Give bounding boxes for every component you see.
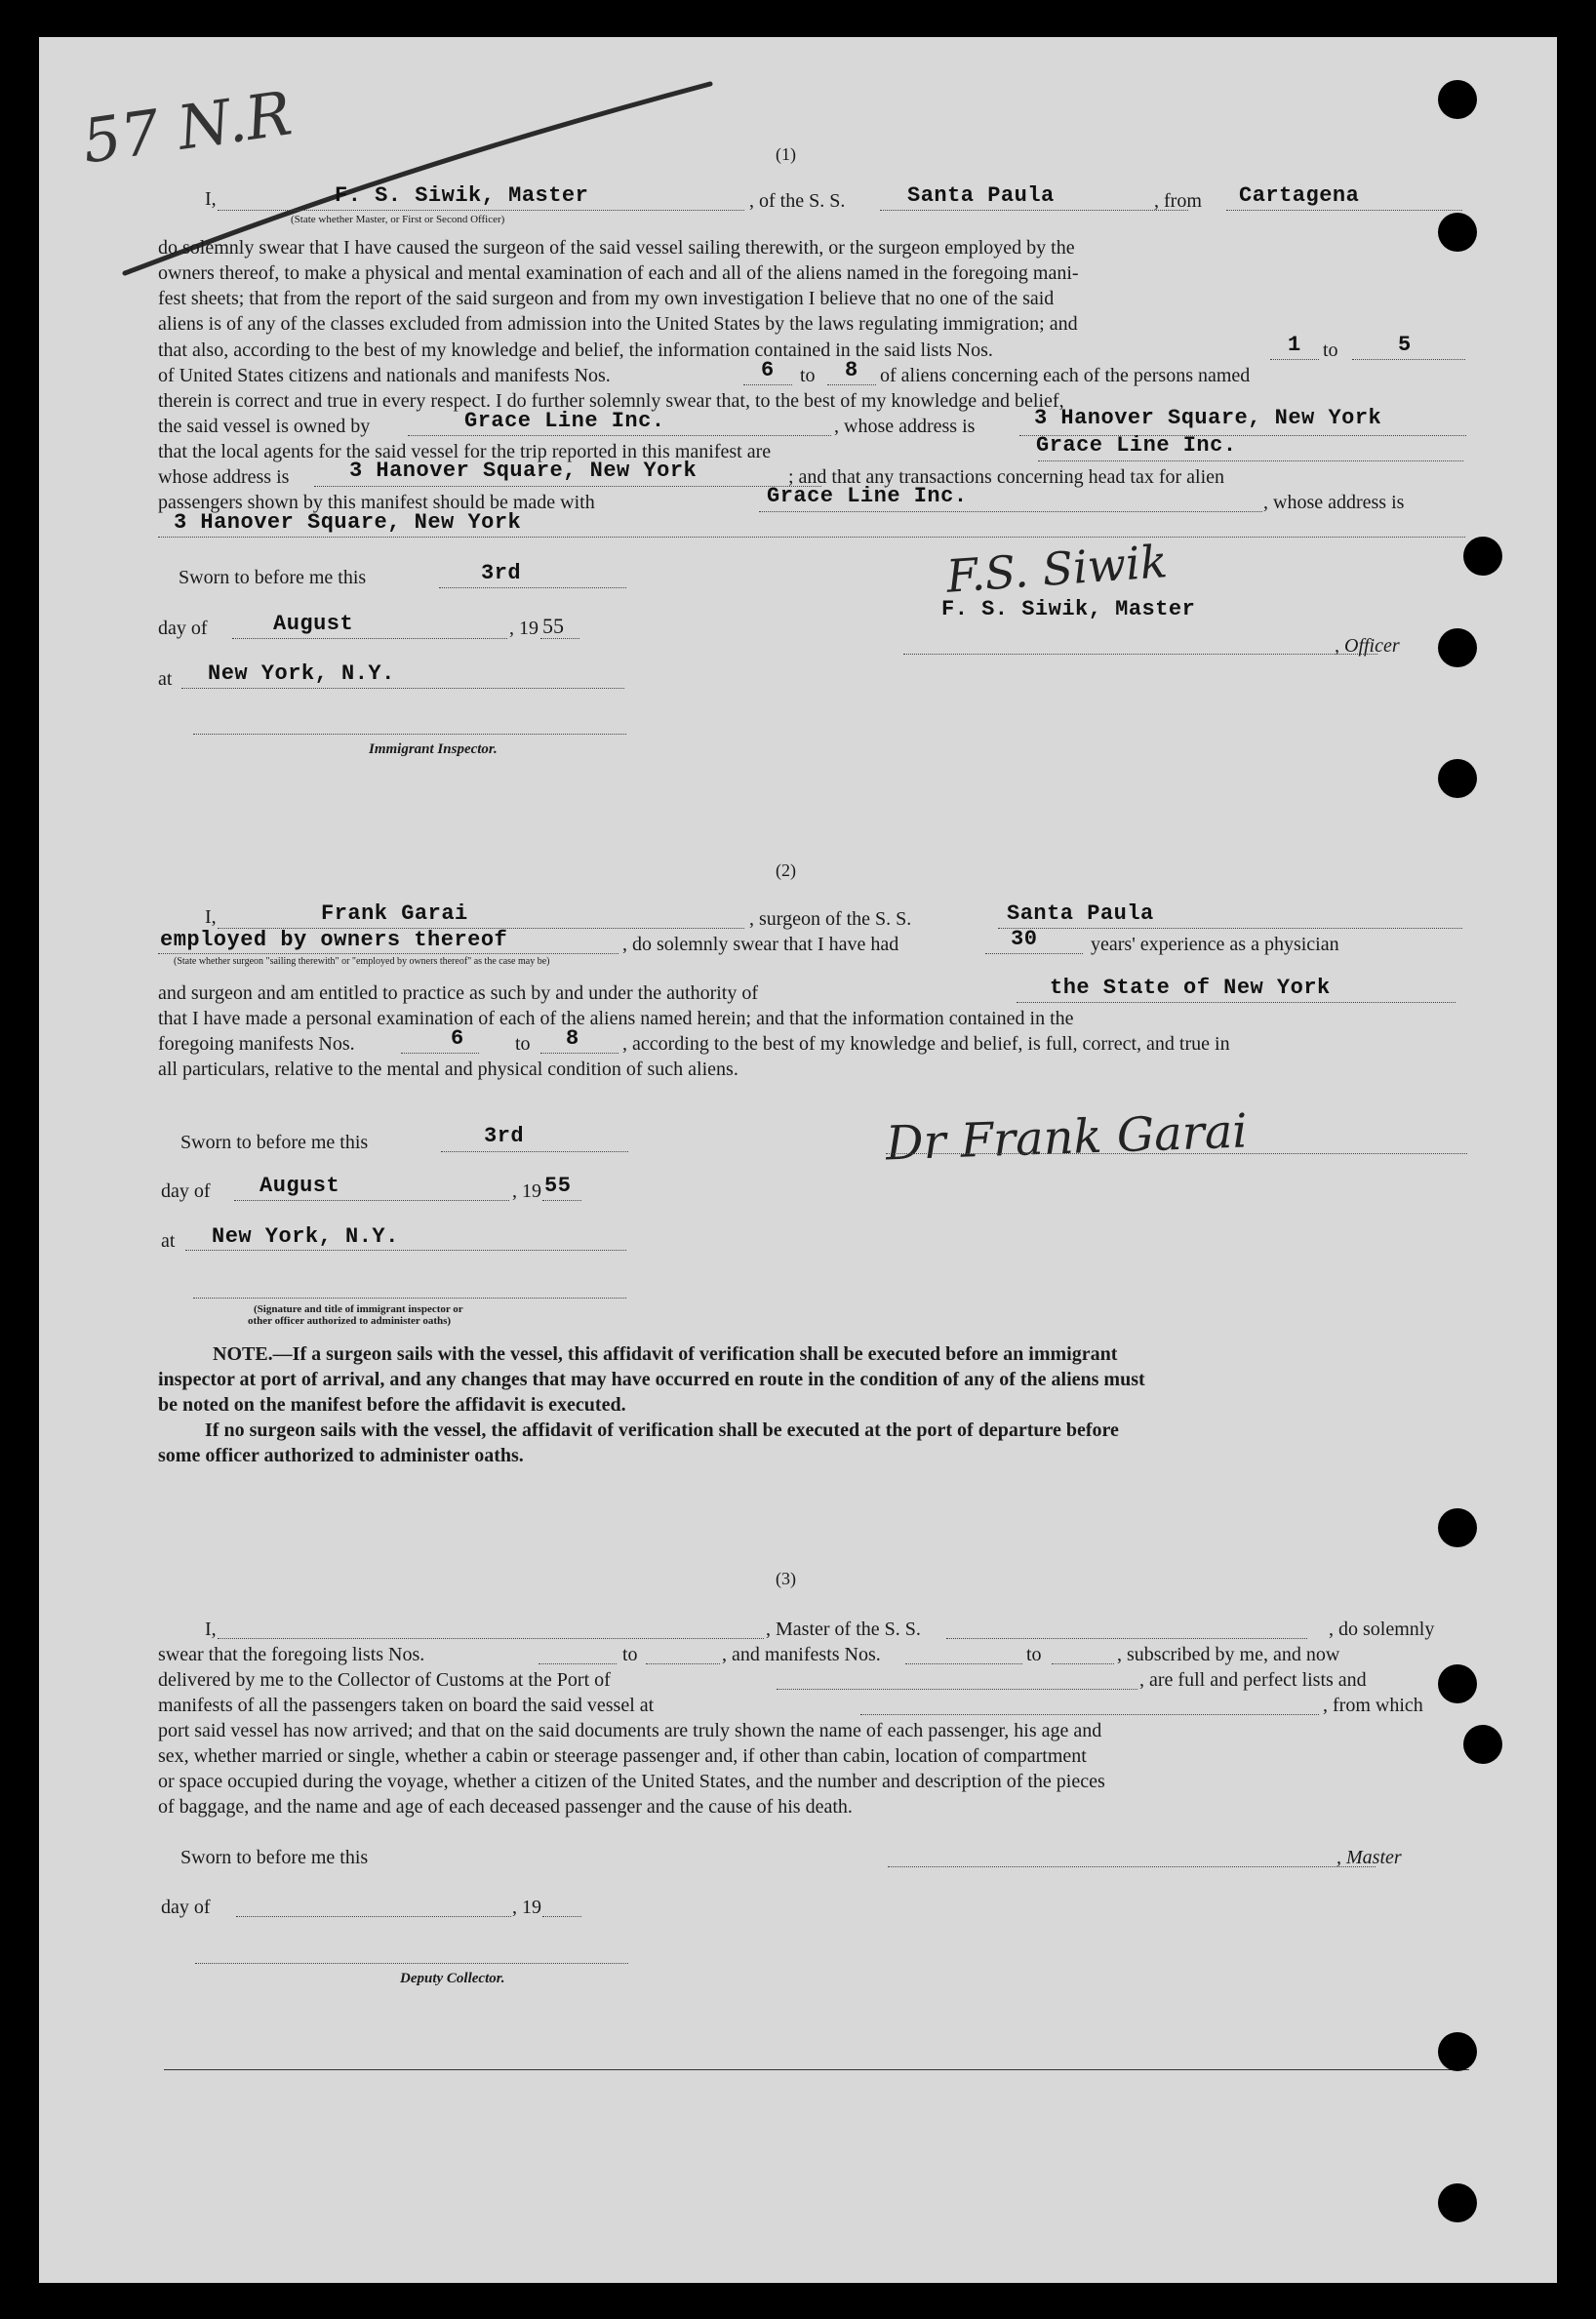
s1-year-suffix: 55 [542, 614, 564, 638]
punch-hole [1438, 2032, 1477, 2071]
s2-year-prefix: , 19 [512, 1180, 541, 1202]
s2-employment-line [158, 953, 618, 954]
s2-month-line [234, 1200, 509, 1201]
punch-hole [1438, 759, 1477, 798]
s2-man-from: 6 [451, 1026, 464, 1051]
bottom-rule [164, 2069, 1469, 2070]
s2-line-2a: , do solemnly swear that I have had [622, 934, 899, 955]
s2-years-line [985, 953, 1083, 954]
s3-body-line-2: sex, whether married or single, whether a cabin or steerage passenger and, if other than cabin, location of compartment [158, 1745, 1087, 1767]
section-3-heading: (3) [776, 1569, 796, 1588]
s2-line-5: foregoing manifests Nos. [158, 1033, 355, 1055]
s1-line-11: passengers shown by this manifest should be made with [158, 492, 595, 513]
s2-authority-line [1017, 1002, 1456, 1003]
corner-note: 57 N.R [77, 77, 297, 178]
s3-line-2c: , subscribed by me, and now [1117, 1644, 1340, 1665]
s3-body-line-3: or space occupied during the voyage, whether a citizen of the United States, and the number and description of the pieces [158, 1771, 1105, 1792]
s2-man-to-line [540, 1053, 618, 1054]
s1-master-name: F. S. Siwik, Master [335, 183, 589, 208]
s3-line-3a: delivered by me to the Collector of Customs at the Port of [158, 1669, 611, 1691]
s1-headtax-address: 3 Hanover Square, New York [174, 510, 522, 535]
s2-to: to [515, 1033, 531, 1055]
s2-sworn-day-line [441, 1151, 628, 1152]
punch-hole [1438, 80, 1477, 119]
s1-vessel: Santa Paula [907, 183, 1055, 208]
s3-line-2b: , and manifests Nos. [722, 1644, 881, 1665]
s2-note-line-1: NOTE.—If a surgeon sails with the vessel, this affidavit of verification shall be executed before an immigrant [213, 1343, 1118, 1365]
punch-hole [1438, 213, 1477, 252]
s1-officer-label: , Officer [1335, 635, 1400, 657]
s2-place: New York, N.Y. [212, 1224, 399, 1249]
s1-headtax-address-line [158, 537, 1465, 538]
s2-authority: the State of New York [1050, 976, 1331, 1000]
s1-man-from-line [743, 384, 792, 385]
s2-line-2b: years' experience as a physician [1091, 934, 1339, 955]
s3-to-2: to [1026, 1644, 1042, 1665]
s1-month: August [273, 612, 354, 636]
s1-at-label: at [158, 668, 173, 690]
s1-place-line [181, 688, 624, 689]
s1-to-1: to [1323, 340, 1338, 361]
s1-month-line [232, 638, 507, 639]
s2-place-line [185, 1250, 626, 1251]
s1-vessel-line [880, 210, 1188, 211]
form-page [39, 37, 1557, 2283]
s3-do-solemnly: , do solemnly [1329, 1619, 1435, 1640]
s1-line-8: the said vessel is owned by [158, 416, 371, 437]
s1-line-9: that the local agents for the said vessel for the trip reported in this manifest are [158, 441, 772, 462]
s2-man-from-line [401, 1053, 479, 1054]
s2-surgeon-of: , surgeon of the S. S. [749, 908, 912, 930]
s3-master-label: , Master [1337, 1847, 1402, 1868]
s1-headtax-line [759, 511, 1262, 512]
s3-name-line [218, 1638, 764, 1639]
s1-owner-line [408, 435, 831, 436]
s1-typed-signature: F. S. Siwik, Master [941, 597, 1196, 621]
s1-to-2: to [800, 365, 816, 386]
s1-headtax: Grace Line Inc. [767, 484, 968, 508]
s1-master-line [218, 210, 744, 211]
s2-vessel: Santa Paula [1007, 901, 1154, 926]
s2-signature: Dr Frank Garai [885, 1103, 1249, 1172]
s3-year-line [542, 1916, 581, 1917]
s1-lists-from-line [1270, 359, 1319, 360]
s1-of-ss: , of the S. S. [749, 190, 846, 212]
s3-man-to-line [1052, 1663, 1114, 1664]
s1-place: New York, N.Y. [208, 661, 395, 686]
s2-year-line [542, 1200, 581, 1201]
s1-line-11b: , whose address is [1263, 492, 1405, 513]
section-1-heading: (1) [776, 144, 796, 164]
s2-vessel-line [998, 928, 1462, 929]
s1-inspector-line [193, 734, 626, 735]
s3-body-line-1: port said vessel has now arrived; and that on the said documents are truly shown the name of each passenger, his age and [158, 1720, 1102, 1741]
s2-employment-caption: (State whether surgeon "sailing therewith" or "employed by owners thereof" as the case may be) [174, 956, 550, 967]
punch-hole [1438, 628, 1477, 667]
s1-port-line [1226, 210, 1462, 211]
s1-agents-address-line [314, 486, 821, 487]
punch-hole [1463, 1725, 1502, 1764]
s3-lists-to-line [646, 1663, 720, 1664]
s2-month: August [259, 1174, 340, 1198]
s1-day-of: day of [158, 618, 208, 639]
s3-body-line-4: of baggage, and the name and age of each deceased passenger and the cause of his death. [158, 1796, 853, 1818]
s1-agents-address: 3 Hanover Square, New York [349, 459, 698, 483]
s3-master-line [888, 1866, 1376, 1867]
s3-line-3b: , are full and perfect lists and [1139, 1669, 1367, 1691]
s2-employment: employed by owners thereof [160, 928, 508, 952]
s1-body-line-2: owners thereof, to make a physical and mental examination of each and all of the aliens named in the foregoing mani- [158, 262, 1079, 284]
s1-line-8b: , whose address is [834, 416, 976, 437]
s1-port: Cartagena [1239, 183, 1360, 208]
s2-year-suffix: 55 [544, 1174, 572, 1198]
s1-man-to-line [827, 384, 876, 385]
s1-owner: Grace Line Inc. [464, 409, 665, 433]
s2-inspector-line [193, 1298, 626, 1299]
s2-sworn-label: Sworn to before me this [180, 1132, 369, 1153]
punch-hole [1438, 1508, 1477, 1547]
s3-month-line [236, 1916, 511, 1917]
s2-note2-line-1: If no surgeon sails with the vessel, the affidavit of verification shall be executed at the port of departure before [205, 1419, 1119, 1441]
s2-note-line-3: be noted on the manifest before the affidavit is executed. [158, 1394, 626, 1416]
s1-agents: Grace Line Inc. [1036, 433, 1237, 458]
s3-line-2a: swear that the foregoing lists Nos. [158, 1644, 425, 1665]
s3-year-prefix: , 19 [512, 1897, 541, 1918]
s1-signature: F.S. Siwik [944, 535, 1170, 603]
s2-line-6: all particulars, relative to the mental and physical condition of such aliens. [158, 1059, 738, 1080]
s1-body-line-4: aliens is of any of the classes excluded from admission into the United States by the laws regulating immigration; and [158, 313, 1078, 335]
s1-sworn-label: Sworn to before me this [179, 567, 367, 588]
s1-lists-from: 1 [1288, 333, 1301, 357]
s3-origin-line [860, 1714, 1319, 1715]
s2-note2-line-2: some officer authorized to administer oaths. [158, 1445, 524, 1466]
s2-day-of: day of [161, 1180, 211, 1202]
s1-officer-line [903, 654, 1377, 655]
s1-line-10: whose address is [158, 466, 290, 488]
s1-master-caption: (State whether Master, or First or Second Officer) [291, 214, 505, 225]
s1-owner-address: 3 Hanover Square, New York [1034, 406, 1382, 430]
s2-years: 30 [1011, 927, 1038, 951]
s1-agents-line [1038, 460, 1463, 461]
s2-inspector-caption-2: other officer authorized to administer oaths) [248, 1315, 452, 1327]
s3-line-4a: manifests of all the passengers taken on board the said vessel at [158, 1695, 655, 1716]
s1-body-line-3: fest sheets; that from the report of the said surgeon and from my own investigation I believe that no one of the said [158, 288, 1055, 309]
s1-sworn-day-line [439, 587, 626, 588]
s1-lists-to-line [1352, 359, 1465, 360]
s3-man-from-line [905, 1663, 1022, 1664]
s1-sworn-day: 3rd [481, 561, 522, 585]
s2-inspector-caption-1: (Signature and title of immigrant inspector or [254, 1303, 463, 1315]
s3-day-of: day of [161, 1897, 211, 1918]
s3-vessel-line [946, 1638, 1307, 1639]
punch-hole [1438, 2183, 1477, 2222]
s3-lists-from-line [539, 1663, 617, 1664]
s3-line-4b: , from which [1323, 1695, 1423, 1716]
s1-man-from: 6 [761, 358, 775, 382]
s2-i-label: I, [205, 906, 217, 928]
s1-year-line [540, 638, 579, 639]
s1-line-5: that also, according to the best of my knowledge and belief, the information contained in the said lists Nos. [158, 340, 993, 361]
s2-line-5b: , according to the best of my knowledge and belief, is full, correct, and true in [622, 1033, 1230, 1055]
s3-port-line [777, 1689, 1137, 1690]
s3-collector-line [195, 1963, 628, 1964]
section-2-heading: (2) [776, 860, 796, 880]
s2-line-3: and surgeon and am entitled to practice as such by and under the authority of [158, 982, 758, 1004]
s2-signature-line [886, 1153, 1467, 1154]
s1-line-7: therein is correct and true in every respect. I do further solemnly swear that, to the best of my knowledge and belief, [158, 390, 1064, 412]
s1-line-6: of United States citizens and nationals and manifests Nos. [158, 365, 611, 386]
s2-note-line-2: inspector at port of arrival, and any changes that may have occurred en route in the condition of any of the aliens must [158, 1369, 1145, 1390]
s2-line-4: that I have made a personal examination of each of the aliens named herein; and that the information contained in the [158, 1008, 1074, 1029]
s1-i-label: I, [205, 188, 217, 210]
s2-at-label: at [161, 1230, 176, 1252]
s1-body-line-1: do solemnly swear that I have caused the surgeon of the said vessel sailing therewith, or the surgeon employed by the [158, 237, 1075, 259]
s3-sworn-label: Sworn to before me this [180, 1847, 369, 1868]
s1-inspector-label: Immigrant Inspector. [369, 741, 498, 757]
punch-hole [1463, 537, 1502, 576]
s1-from-label: , from [1154, 190, 1202, 212]
s1-lists-to: 5 [1398, 333, 1412, 357]
s2-man-to: 8 [566, 1026, 579, 1051]
s2-surgeon-name: Frank Garai [321, 901, 468, 926]
s3-master-of: , Master of the S. S. [766, 1619, 921, 1640]
s3-collector-label: Deputy Collector. [400, 1971, 505, 1986]
s1-man-to: 8 [845, 358, 858, 382]
s1-line-10b: ; and that any transactions concerning head tax for alien [788, 466, 1225, 488]
s1-line-6b: of aliens concerning each of the persons named [880, 365, 1251, 386]
s1-year-prefix: , 19 [509, 618, 539, 639]
s3-to-1: to [622, 1644, 638, 1665]
s3-i-label: I, [205, 1619, 217, 1640]
s2-sworn-day: 3rd [484, 1124, 525, 1148]
punch-hole [1438, 1664, 1477, 1703]
